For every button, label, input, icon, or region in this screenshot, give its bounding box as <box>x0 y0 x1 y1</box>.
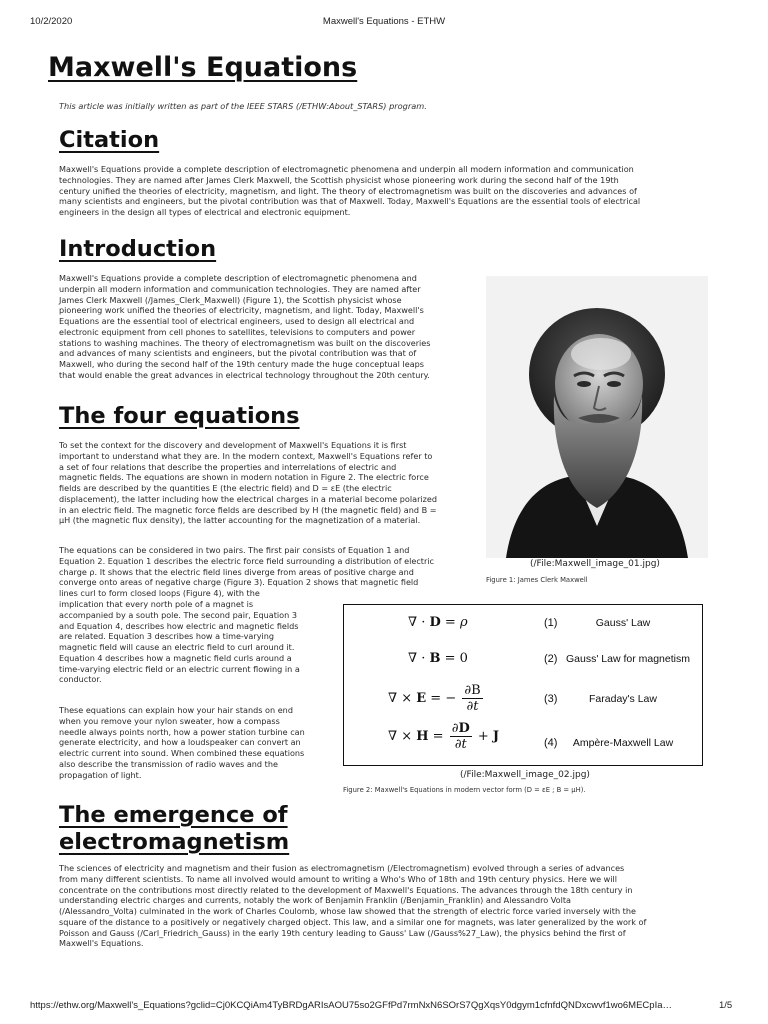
equation-law-name: Ampère-Maxwell Law <box>572 737 674 749</box>
text-line: generate electricity, and how a loudspeaker can convert an <box>59 737 301 748</box>
equation-number: (4) <box>544 737 558 749</box>
text-line: Equations are the essential tool of electrical engineers, used to design all electrical and <box>59 316 415 326</box>
print-page-number: 1/5 <box>719 1000 733 1011</box>
introduction-paragraph <box>59 273 479 381</box>
text-line: time-varying electric field or an electric current flowing in a <box>59 663 300 674</box>
equation-row-1 <box>344 609 702 639</box>
text-line: These equations can explain how your hair stands on end <box>59 705 293 715</box>
maxwell-equations-image[interactable] <box>343 604 703 766</box>
emergence-paragraph <box>59 863 719 949</box>
figure1-file-link[interactable]: (/File:Maxwell_image_01.jpg) <box>530 559 660 569</box>
text-line: Maxwell, who during the second half of the 19th century made the huge conceptual leaps <box>59 359 425 369</box>
text-line: and advances of many scientists and engineers, but the pivotal contribution was that of <box>59 348 417 359</box>
text-line: conductor. <box>59 674 102 685</box>
print-url: https://ethw.org/Maxwell's_Equations?gclid=Cj0KCQiAm4TyBRDgARIsAOU75so2GFfPd7rmNxN6SOrS7QgXqsY0dgym1cfnfdQNDxcwvf1wo6MECpIa… <box>30 1000 672 1011</box>
portrait-drawing <box>486 276 708 558</box>
print-page-title: Maxwell's Equations - ETHW <box>322 16 446 27</box>
text-line: technologies. They are named after James Clerk Maxwell, the Scottish physicist whose pioneering work during the second half of the 19th <box>59 174 619 185</box>
text-line: important to understand what they are. In the modern context, Maxwell's Equations refer to <box>59 450 433 461</box>
page-title: Maxwell's Equations <box>48 52 358 83</box>
text-line: that would enable the great advances in electrical technology throughout the 20th century. <box>59 369 430 380</box>
text-line: are related. Equation 3 describes how a time-varying <box>59 631 275 642</box>
text-line: The equations can be considered in two pairs. The first pair consists of Equation 1 and <box>59 545 410 555</box>
text-line: a set of four relations that describe the properties and interrelations of electric and <box>59 461 397 472</box>
citation-paragraph <box>59 164 719 218</box>
citation-heading: Citation <box>59 127 160 153</box>
equation-law-name: Gauss' Law <box>595 617 651 629</box>
text-line: square of the distance to a positively or negatively charged object. This law, and a similar one for magnets, was later generalized by the work of <box>59 916 647 927</box>
emergence-heading <box>59 802 289 856</box>
text-line: charge ρ. It shows that the electric field lines diverge from areas of positive charge and <box>59 566 414 577</box>
text-line: To set the context for the discovery and development of Maxwell's Equations it is first <box>59 440 407 450</box>
equation-row-4 <box>344 721 702 759</box>
gauss-magnetism-equation: ∇ · B = 0 <box>408 651 468 666</box>
four-equations-paragraph-1 <box>59 440 484 526</box>
equation-law-name: Gauss' Law for magnetism <box>566 653 690 665</box>
text-line: many scientists and engineers, but the pivotal contribution was that of Maxwell. Today, Maxwell's Equations are the essential tools of electrical <box>59 196 641 207</box>
emergence-heading-line-2: electromagnetism <box>59 829 290 855</box>
faraday-equation: ∇ × E = − $\frac{\partial B}{\partial t}$ <box>388 683 481 714</box>
text-line: understanding electric charges and currents, notably the work of Benjamin Franklin (/Benjamin_Franklin) and Alessandro Volta <box>59 895 571 906</box>
text-line: electric current into sound. When combined these equations <box>59 748 305 758</box>
print-date: 10/2/2020 <box>30 16 73 27</box>
equation-number: (2) <box>544 653 558 665</box>
equation-law-name: Faraday's Law <box>589 693 657 705</box>
equation-row-2 <box>344 645 702 675</box>
figure2-file-link[interactable]: (/File:Maxwell_image_02.jpg) <box>460 770 590 780</box>
text-line: Poisson and Gauss (/Carl_Friedrich_Gauss) in the early 19th century leading to Gauss' Law (/Gauss%27_Law), the physics behind the first of <box>59 927 626 938</box>
text-line: engineers in the design all types of electrical and electronic equipment. <box>59 207 351 217</box>
text-line: concentrate on the contributions most directly related to the development of Maxwell's Equations. The advances through the 18th century in <box>59 884 633 895</box>
text-line: converge onto areas of negative charge (Figure 3). Equation 2 shows that magnetic field <box>59 577 419 588</box>
text-line: fields are described by the quantities E (the electric field) and D = εE (the electric <box>59 483 392 493</box>
stars-note: This article was initially written as part of the IEEE STARS (/ETHW:About_STARS) program. <box>59 101 427 111</box>
maxwell-portrait-image[interactable] <box>486 276 708 558</box>
text-line: and Equation 4, describes how electric and magnetic fields <box>59 620 299 631</box>
text-line: displacement), the latter including how the electrical charges in a material become polarized <box>59 493 438 504</box>
equation-row-3 <box>344 685 702 715</box>
figure2-caption: Figure 2: Maxwell's Equations in modern vector form (D = εE ; B = μH). <box>343 786 586 794</box>
text-line: implication that every north pole of a magnet is <box>59 599 254 609</box>
text-line: Maxwell's Equations provide a complete description of electromagnetic phenomena and underpin all modern information and communication <box>59 164 634 174</box>
four-equations-heading: The four equations <box>59 403 300 429</box>
text-line: lines curl to form closed loops (Figure 4), with the <box>59 588 260 598</box>
text-line: accompanied by a south pole. The second pair, Equation 3 <box>59 609 297 620</box>
text-line: underpin all modern information and communication technologies. They are named after <box>59 283 421 294</box>
text-line: electronic equipment from cell phones to satellites, televisions to computers and power <box>59 326 416 337</box>
text-line: stations to washing machines. The theory of electromagnetism was built on the discoveries <box>59 337 431 348</box>
text-line: when you remove your nylon sweater, how a compass <box>59 715 280 726</box>
text-line: (/Alessandro_Volta) culminated in the work of Charles Coulomb, whose law showed that the strength of electric force varied inversely with the <box>59 906 636 916</box>
text-line: μH (the magnetic flux density), the latter accounting for the magnetization of a material. <box>59 515 421 526</box>
equation-number: (1) <box>544 617 558 629</box>
text-line: in an electric field. The magnetic force fields are described by H (the magnetic field) and B = <box>59 504 437 515</box>
text-line: also describe the transmission of radio waves and the <box>59 758 278 769</box>
equation-number: (3) <box>544 693 558 705</box>
introduction-heading: Introduction <box>59 236 217 262</box>
text-line: propagation of light. <box>59 769 142 780</box>
text-line: magnetic fields. The equations are shown in modern notation in Figure 2. The electric force <box>59 472 429 483</box>
text-line: century unified the theories of electricity, magnetism, and light. The theory of electromagnetism was built on the discoveries and advances of <box>59 185 637 196</box>
text-line: Maxwell's Equations provide a complete description of electromagnetic phenomena and <box>59 273 417 283</box>
text-line: Equation 4 describes how a magnetic field curls around a <box>59 652 292 663</box>
text-line: magnetic field will cause an electric field to curl around it. <box>59 642 295 652</box>
text-line: The sciences of electricity and magnetism and their fusion as electromagnetism (/Electromagnetism) evolved through a series of advances <box>59 863 625 873</box>
four-equations-paragraph-2-narrow <box>59 599 339 685</box>
text-line: Maxwell's Equations. <box>59 938 144 949</box>
four-equations-paragraph-2-wide <box>59 545 484 599</box>
text-line: pioneering work unified the theories of electricity, magnetism, and light. Today, Maxwell's <box>59 305 424 316</box>
text-line: James Clerk Maxwell (/James_Clerk_Maxwell) (Figure 1), the Scottish physicist whose <box>59 294 402 305</box>
text-line: needle always points north, how a power station turbine can <box>59 726 305 737</box>
emergence-heading-line-1: The emergence of <box>59 802 288 828</box>
four-equations-paragraph-3 <box>59 705 339 780</box>
gauss-law-equation: ∇ · D = ρ <box>408 615 468 630</box>
figure1-caption: Figure 1: James Clerk Maxwell <box>486 576 588 584</box>
ampere-maxwell-equation: ∇ × H = $\frac{\partial D}{\partial t}$ + J <box>388 721 500 752</box>
text-line: Equation 2. Equation 1 describes the electric force field surrounding a distribution of electric <box>59 555 434 566</box>
text-line: from many different scientists. To name all involved would amount to writing a Who's Who of 18th and 19th century physics. Here we will <box>59 873 618 884</box>
